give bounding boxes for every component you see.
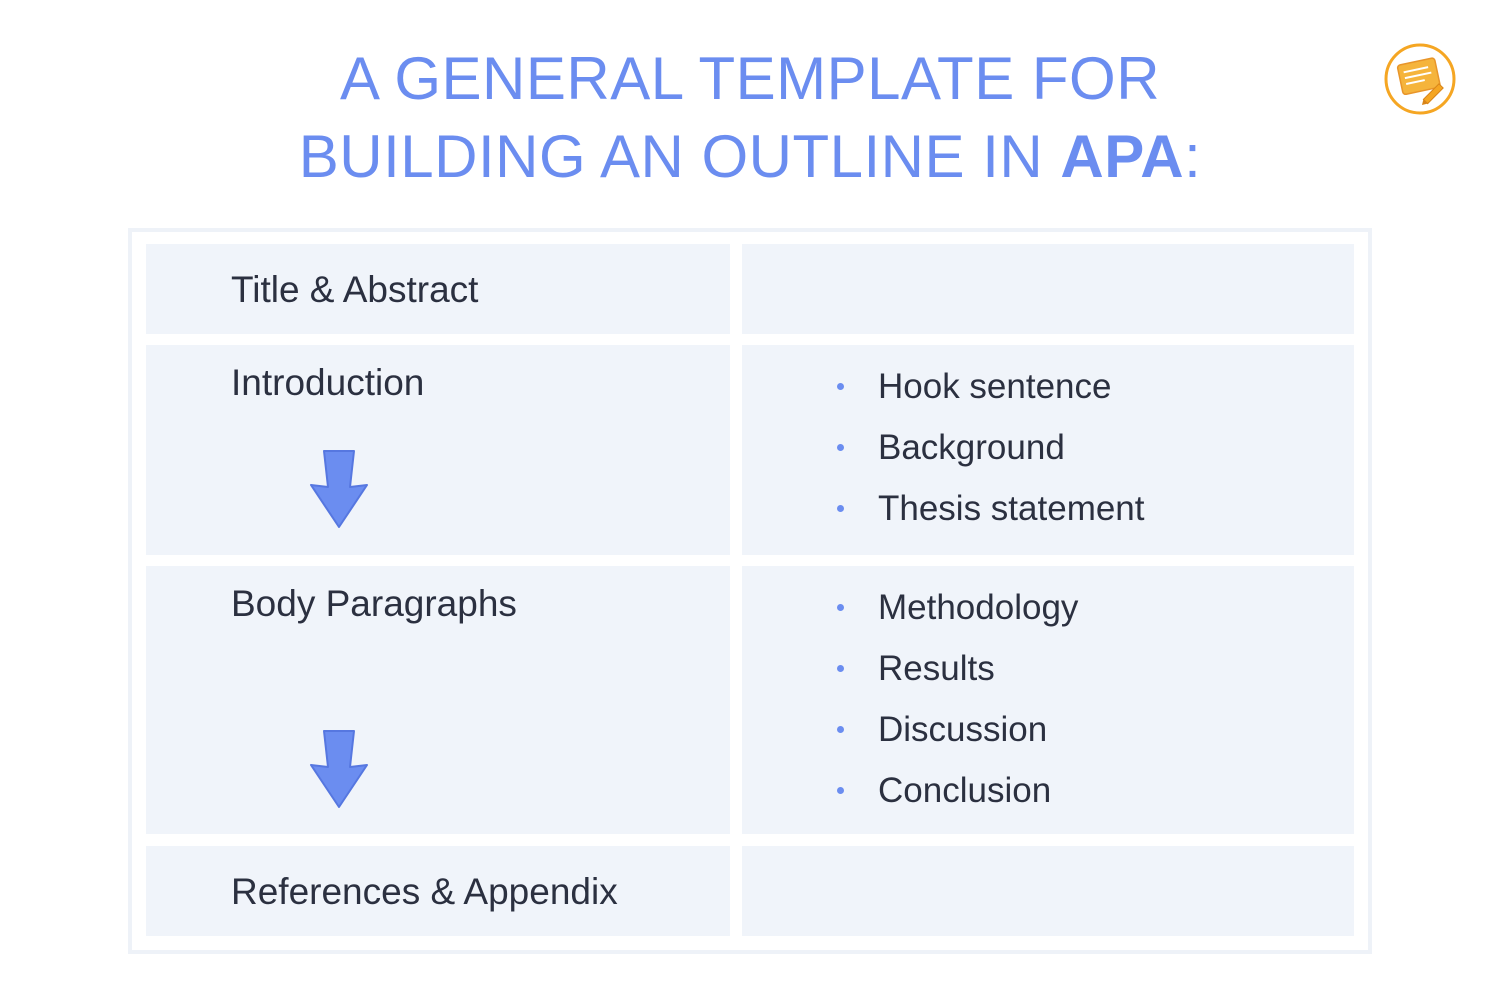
row-body-paragraphs-left — [146, 566, 730, 834]
list-item-text: Thesis statement — [878, 489, 1145, 528]
list-item-text: Results — [878, 649, 995, 688]
bullet-dot-icon — [837, 665, 844, 672]
title-line-2 — [0, 118, 1500, 196]
title-line-1: A GENERAL TEMPLATE FOR — [339, 45, 1161, 112]
bullet-dot-icon — [837, 444, 844, 451]
row-references-appendix-left — [146, 846, 730, 936]
list-item — [834, 586, 1078, 647]
row-references-appendix-right — [742, 846, 1354, 936]
section-label-references-appendix: References & Appendix — [231, 871, 618, 912]
list-item — [834, 365, 1145, 426]
bullet-dot-icon — [837, 505, 844, 512]
row-title-abstract-left — [146, 244, 730, 334]
outline-table — [128, 228, 1372, 954]
row-introduction-left — [146, 345, 730, 555]
title-line-2-suffix: : — [1184, 123, 1202, 190]
row-body-paragraphs-right — [742, 566, 1354, 834]
list-item-text: Discussion — [878, 710, 1048, 749]
notepad-pencil-icon — [1384, 43, 1456, 115]
row-introduction-right — [742, 345, 1354, 555]
down-arrow-icon — [308, 449, 370, 529]
section-label-body-paragraphs: Body Paragraphs — [231, 583, 517, 624]
list-item — [834, 426, 1145, 487]
list-item-text: Background — [878, 428, 1065, 467]
bullet-dot-icon — [837, 726, 844, 733]
title-line-2-prefix: BUILDING AN OUTLINE IN — [298, 123, 1061, 190]
page-title — [0, 40, 1500, 196]
list-item — [834, 708, 1078, 769]
bullet-dot-icon — [837, 787, 844, 794]
title-apa-emphasis: APA — [1060, 123, 1185, 190]
bullet-dot-icon — [837, 604, 844, 611]
section-label-introduction: Introduction — [231, 362, 425, 403]
list-item — [834, 769, 1078, 830]
list-item-text: Conclusion — [878, 771, 1052, 810]
list-item-text: Hook sentence — [878, 367, 1112, 406]
body-paragraphs-bullet-list — [834, 586, 1078, 830]
list-item — [834, 487, 1145, 548]
section-label-title-abstract: Title & Abstract — [231, 269, 479, 310]
list-item-text: Methodology — [878, 588, 1079, 627]
down-arrow-icon — [308, 729, 370, 809]
introduction-bullet-list — [834, 365, 1145, 548]
list-item — [834, 647, 1078, 708]
row-title-abstract-right — [742, 244, 1354, 334]
bullet-dot-icon — [837, 383, 844, 390]
